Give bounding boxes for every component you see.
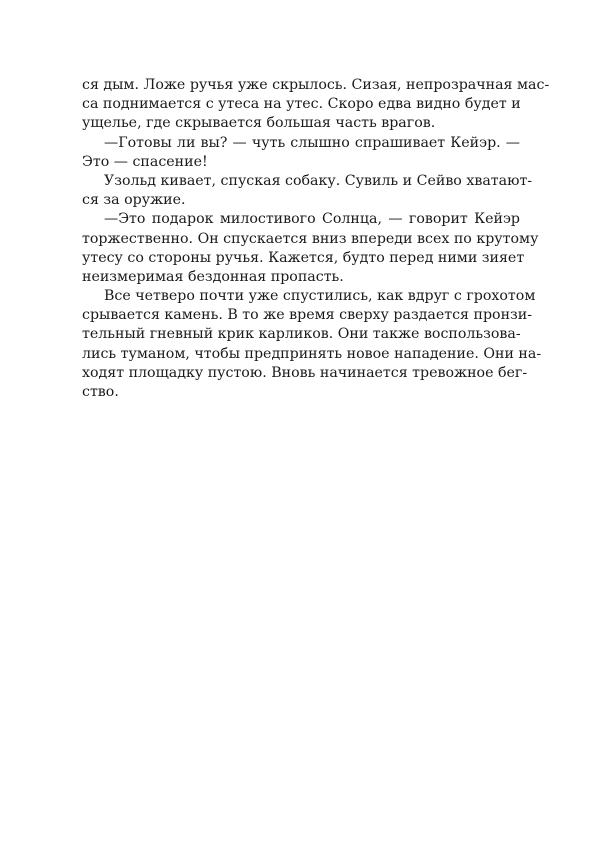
text-line: тельный гневный крик карликов. Они также воспользова- [82,326,521,343]
text-line: —Это подарок милостивого Солнца, — говорит Кейэр [104,211,520,228]
text-line: Все четверо почти уже спустились, как вдруг с грохотом [104,288,536,305]
paragraph [82,76,550,134]
body-text [82,76,550,402]
text-line: ходят площадку пустою. Вновь начинается тревожное бег- [82,364,528,381]
text-line: ся за оружие. [82,192,186,209]
text-line: утесу со стороны ручья. Кажется, будто перед ними зияет [82,249,525,266]
text-line: срывается камень. В то же время сверху раздается пронзи- [82,307,533,324]
text-line: ся дым. Ложе ручья уже скрылось. Сизая, непрозрачная мас- [82,77,550,93]
paragraph [82,210,539,287]
text-line: —Готовы ли вы? — чуть слышно спрашивает Кейэр. — [104,134,520,151]
text-line: ство. [82,384,119,400]
paragraph [82,287,542,402]
text-line: са поднимается с утеса на утес. Скоро едва видно будет и [82,96,521,113]
text-line: торжественно. Он спускается вниз впереди всех по крутому [82,230,539,247]
paragraph [82,134,520,172]
text-line: лись туманом, чтобы предпринять новое нападение. Они на- [82,345,542,362]
text-line: ущелье, где скрывается большая часть врагов. [82,115,436,132]
text-line: Узольд кивает, спуская собаку. Сувиль и Сейво хватают- [104,172,533,189]
paragraph [82,172,533,210]
text-line: неизмеримая бездонная пропасть. [82,268,344,285]
text-line: Это — спасение! [82,153,208,170]
